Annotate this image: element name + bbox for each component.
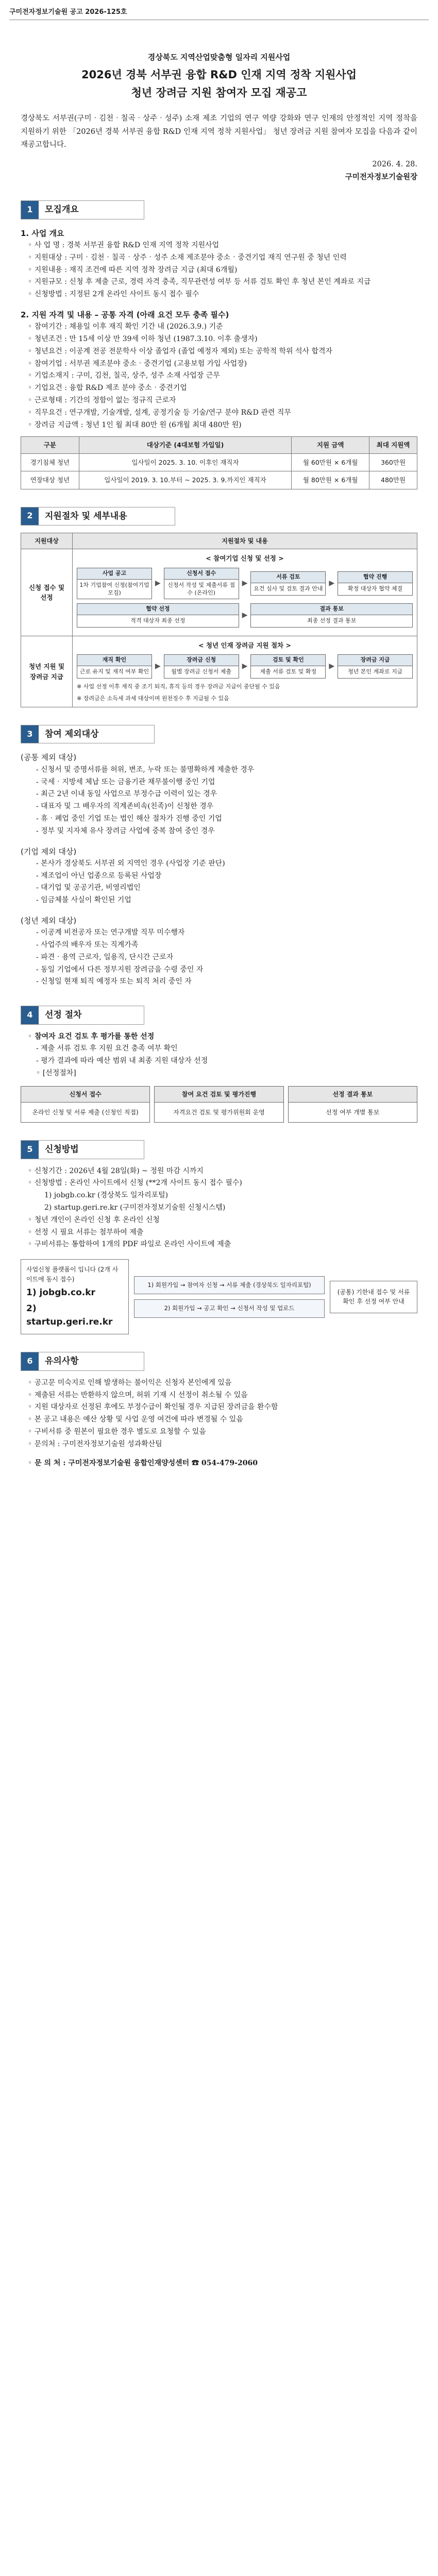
application-line: ◦ 청년 개인이 온라인 신청 후 온라인 신청 [28, 1215, 160, 1224]
section-title: 유의사항 [39, 1352, 144, 1370]
flow-step-box [164, 568, 239, 600]
flow-arrow-icon: ▶ [155, 662, 161, 670]
flow-step-desc: 적격 대상자 최종 선정 [130, 617, 186, 624]
qualification-line: ◦ 청년조건 : 만 15세 이상 만 39세 이하 청년 (1987.3.10. 이후 출생자) [28, 335, 258, 344]
selection-line: ◦ 참여자 요건 검토 후 평가를 통한 선정 [28, 1032, 155, 1041]
flow-step-box [250, 654, 326, 679]
exclusion-item: - 임금체불 사실이 확인된 기업 [36, 896, 131, 905]
overview-line: ◦ 사 업 명 : 경북 서부권 융합 R&D 인재 지역 정착 지원사업 [28, 241, 220, 249]
exclusion-item: - 동일 기업에서 다른 정부지원 장려금을 수령 중인 자 [36, 965, 204, 974]
section-5-header [21, 1140, 144, 1159]
announce-date: 2026. 4. 28. [372, 160, 417, 169]
exclusion-item: - 휴‧폐업 중인 기업 또는 법인 해산 절차가 진행 중인 기업 [36, 814, 222, 823]
flow-step-desc: 제출 서류 검토 및 확정 [260, 668, 317, 675]
flow-step-title: 결과 통보 [251, 604, 412, 615]
application-line: ◦ 신청기간 : 2026년 4월 28일(화) ~ 정원 마감 시까지 [28, 1166, 204, 1175]
flow-step-title: 협약 선정 [77, 604, 239, 615]
selection-line: - 평가 결과에 따라 예산 범위 내 최종 지원 대상자 선정 [36, 1057, 208, 1065]
qualification-line: ◦ 참여기간 : 채용일 이후 재직 확인 기간 내 (2026.3.9.) 기준 [28, 323, 223, 331]
selection-line: ◦ [선정절차] [36, 1069, 76, 1077]
exclusion-group-company: (기업 제외 대상) [21, 846, 77, 856]
section-number: 2 [21, 507, 39, 525]
exclusion-item: - 대표자 및 그 배우자의 직계존비속(친족)이 신청한 경우 [36, 802, 214, 811]
title-main: 2026년 경북 서부권 융합 R&D 인재 지역 정착 지원사업 [81, 69, 357, 81]
flow-step-desc: 근로 유지 및 재직 여부 확인 [79, 668, 149, 675]
exclusion-item: - 사업주의 배우자 또는 직계가족 [36, 940, 139, 949]
section-number: 6 [21, 1352, 39, 1370]
selection-step-box [21, 1086, 150, 1123]
flow-step-title: 검토 및 확인 [251, 655, 325, 666]
procedure-row-2-label: 청년 지원 및 장려금 지급 [21, 636, 73, 707]
section-title: 선정 절차 [39, 1006, 144, 1024]
table-row [21, 471, 417, 489]
section-number: 3 [21, 725, 39, 743]
flow-arrow-icon: ▶ [242, 611, 248, 619]
exclusion-item: - 국세‧지방세 체납 또는 금융기관 채무불이행 중인 기업 [36, 777, 215, 786]
flow-row-2 [77, 654, 413, 679]
procedure-note: ※ 사업 선정 이후 재직 중 조기 퇴직, 휴직 등의 경우 장려금 지급이 중단될 수 있음 [77, 683, 280, 690]
section-6-header [21, 1352, 144, 1370]
flow-step-box [77, 603, 239, 628]
qualification-line: ◦ 청년요건 : 이공계 전공 전문학사 이상 졸업자 (졸업 예정자 제외) 또는 공학적 학위 석사 합격자 [28, 347, 333, 355]
notice-line: ◦ 문의처 : 구미전자정보기술원 성과확산팀 [28, 1439, 162, 1448]
application-line: 1) jobgb.co.kr (경상북도 일자리포털) [44, 1191, 169, 1200]
title-block [21, 52, 417, 101]
announce-org: 구미전자정보기술원장 [345, 172, 417, 181]
flow-step-box [250, 603, 413, 628]
exclusion-item: - 파견‧용역 근로자, 일용직, 단시간 근로자 [36, 953, 174, 961]
procedure-row-1-label: 신청 접수 및 선정 [21, 549, 73, 636]
flow-step-desc: 확정 대상자 협약 체결 [348, 585, 403, 592]
application-step-2: 2) 회원가입 → 공고 확인 → 신청서 작성 및 업로드 [134, 1299, 325, 1318]
flow-arrow-icon: ▶ [155, 579, 161, 587]
selection-step-title: 참여 요건 검토 및 평가진행 [155, 1087, 283, 1103]
flow-arrow-icon: ▶ [329, 579, 335, 587]
qualification-line: ◦ 기업요건 : 융합 R&D 제조 분야 중소‧중견기업 [28, 384, 187, 393]
section-3-header [21, 725, 155, 743]
procedure-col-target: 지원대상 [21, 533, 73, 549]
application-sites-box [21, 1259, 129, 1334]
section-4-header [21, 1006, 144, 1024]
table-header-cell: 지원 금액 [292, 437, 369, 453]
site-link-geri[interactable]: 2) startup.geri.re.kr [26, 1303, 113, 1328]
flow-arrow-icon: ▶ [242, 662, 248, 670]
selection-step-title: 선정 결과 통보 [289, 1087, 417, 1103]
section-number: 4 [21, 1006, 39, 1024]
table-cell: 경기침체 청년 [21, 453, 79, 471]
support-amount-table [21, 436, 417, 489]
selection-step-desc: 자격요건 검토 및 평가위원회 운영 [173, 1109, 265, 1116]
section-number: 5 [21, 1141, 39, 1158]
flow-row-1b [77, 603, 413, 628]
table-row [21, 453, 417, 471]
table-cell: 입사일이 2025. 3. 10. 이후인 재직자 [79, 453, 292, 471]
flow-step-box [338, 571, 413, 596]
selection-step-box [154, 1086, 283, 1123]
flow-step-desc: 신청서 작성 및 제출서류 접수 (온라인) [167, 581, 235, 596]
flow-step-box [164, 654, 239, 679]
exclusion-item: - 최근 2년 이내 동일 사업으로 부정수급 이력이 있는 경우 [36, 790, 217, 799]
table-cell: 월 60만원 × 6개월 [292, 453, 369, 471]
overview-line: ◦ 지원대상 : 구미‧김천‧칠곡‧상주‧성주 소재 제조분야 중소‧중견기업 재직 연구원 중 청년 인력 [28, 253, 347, 262]
table-header-cell: 구분 [21, 437, 79, 453]
notice-line: ◦ 본 공고 내용은 예산 상황 및 사업 운영 여건에 따라 변경될 수 있음 [28, 1415, 243, 1424]
application-steps [134, 1276, 325, 1318]
section-1-sub-1: 1. 사업 개요 [21, 228, 64, 238]
section-title: 참여 제외대상 [39, 725, 154, 743]
qualification-line: ◦ 장려금 지급액 : 청년 1인 월 최대 80만 원 (6개월 최대 480만 원) [28, 420, 242, 429]
exclusion-item: - 제조업이 아닌 업종으로 등록된 사업장 [36, 871, 162, 880]
section-title: 모집개요 [39, 201, 144, 218]
notice-line: ◦ 제출된 서류는 반환하지 않으며, 허위 기재 시 선정이 취소될 수 있음 [28, 1391, 248, 1399]
flow-step-desc: 최종 선정 결과 통보 [307, 617, 357, 624]
qualification-line: ◦ 기업소재지 : 구미, 김천, 칠곡, 상주, 성주 소재 사업장 근무 [28, 371, 220, 380]
section-number: 1 [21, 201, 39, 218]
application-line: ◦ 신청방법 : 온라인 사이트에서 신청 (**2개 사이트 동시 접수 필수) [28, 1179, 242, 1188]
document-id: 구미전자정보기술원 공고 2026-125호 [9, 8, 127, 16]
overview-line: ◦ 지원내용 : 재직 조건에 따른 지역 정착 장려금 지급 (최대 6개월) [28, 265, 238, 274]
flow-caption-2: < 청년 인재 장려금 지원 절차 > [198, 641, 291, 650]
selection-flow [21, 1086, 417, 1123]
selection-step-box [288, 1086, 417, 1123]
flow-caption-1: < 참여기업 신청 및 선정 > [206, 554, 284, 563]
site-link-jobgb[interactable]: 1) jobgb.co.kr [26, 1287, 95, 1298]
table-cell: 360만원 [369, 453, 417, 471]
application-line: ◦ 구비서류는 통합하여 1개의 PDF 파일로 온라인 사이트에 제출 [28, 1240, 231, 1249]
notice-line: ◦ 지원 대상자로 선정된 후에도 부정수급이 확인될 경우 지급된 장려금을 환수함 [28, 1403, 278, 1412]
section-1-sub-2: 2. 지원 자격 및 내용 – 공통 자격 (아래 요건 모두 충족 필수) [21, 310, 229, 319]
procedure-note: ※ 장려금은 소득세 과세 대상이며 원천징수 후 지급될 수 있음 [77, 694, 229, 702]
application-result-box: (공통) 기한내 접수 및 서류 확인 후 선정 여부 안내 [330, 1281, 417, 1313]
exclusion-item: - 본사가 경상북도 서부권 외 지역인 경우 (사업장 기준 판단) [36, 859, 225, 868]
flow-step-title: 사업 공고 [77, 568, 151, 580]
table-cell: 480만원 [369, 471, 417, 489]
section-title: 지원절차 및 세부내용 [39, 507, 175, 525]
application-line: ◦ 선정 시 필요 서류는 첨부하여 제출 [28, 1228, 144, 1236]
flow-step-box [338, 654, 413, 679]
flow-step-desc: 1차 기업참여 신청(참여기업 모집) [79, 581, 149, 596]
flow-step-desc: 요건 심사 및 검토 결과 안내 [254, 585, 323, 592]
selection-step-title: 신청서 접수 [21, 1087, 149, 1103]
flow-step-box [77, 568, 152, 600]
exclusion-item: - 신청일 현재 퇴직 예정자 또는 퇴직 처리 중인 자 [36, 977, 192, 986]
notice-line: ◦ 공고문 미숙지로 인해 발생하는 불이익은 신청자 본인에게 있음 [28, 1378, 232, 1387]
exclusion-item: - 정부 및 지자체 유사 장려금 사업에 중복 참여 중인 경우 [36, 826, 215, 835]
exclusion-item: - 이공계 비전공자 또는 연구개발 직무 미수행자 [36, 928, 185, 937]
flow-step-title: 서류 검토 [251, 572, 325, 583]
qualification-line: ◦ 참여기업 : 서부권 제조분야 중소‧중견기업 (고용보험 가입 사업장) [28, 359, 247, 368]
flow-step-title: 신청서 접수 [164, 568, 239, 580]
qualification-line: ◦ 직무요건 : 연구개발, 기술개발, 설계, 공정기술 등 기술/연구 분야 R&D 관련 직무 [28, 408, 291, 417]
title-sub: 청년 장려금 지원 참여자 모집 재공고 [131, 86, 307, 99]
flow-step-desc: 월별 장려금 신청서 제출 [171, 668, 232, 675]
contact-line: ◦ 문 의 처 : 구미전자정보기술원 융합인재양성센터 ☎ 054-479-2060 [28, 1459, 258, 1467]
flow-step-title: 재직 확인 [77, 655, 151, 666]
section-1-header [21, 200, 144, 219]
table-cell: 입사일이 2019. 3. 10.부터 ~ 2025. 3. 9.까지인 재직자 [79, 471, 292, 489]
table-cell: 월 80만원 × 6개월 [292, 471, 369, 489]
procedure-table [21, 533, 417, 707]
flow-step-title: 장려금 신청 [164, 655, 239, 666]
flow-step-title: 장려금 지급 [338, 655, 412, 666]
notice-line: ◦ 구비서류 중 원본이 필요한 경우 별도로 요청할 수 있음 [28, 1427, 206, 1436]
flow-row-1 [77, 568, 413, 600]
application-diagram [21, 1259, 417, 1334]
table-cell: 연장대상 청년 [21, 471, 79, 489]
exclusion-group-youth: (청년 제외 대상) [21, 916, 77, 925]
flow-arrow-icon: ▶ [329, 662, 335, 670]
flow-arrow-icon: ▶ [242, 579, 248, 587]
flow-step-box [250, 571, 326, 596]
selection-step-desc: 온라인 신청 및 서류 제출 (신청인 직접) [32, 1109, 139, 1116]
table-header-cell: 대상기준 (4대보험 가입일) [79, 437, 292, 453]
overview-line: ◦ 신청방법 : 지정된 2개 온라인 사이트 동시 접수 필수 [28, 290, 199, 299]
flow-step-title: 협약 진행 [338, 572, 412, 583]
table-header-cell: 최대 지원액 [369, 437, 417, 453]
selection-step-desc: 선정 여부 개별 통보 [326, 1109, 380, 1116]
intro-paragraph: 경상북도 서부권(구미‧김천‧칠곡‧상주‧성주) 소재 제조 기업의 연구 역량 강화와 연구 인재의 안정적인 지역 정착을 지원하기 위한 「2026년 경북 서부권 융합 R&D 인재 지역 정착 지원사업」 청년 장려금 지원 참여자 모집을 다음과 같이 재공고합니다. [21, 114, 417, 149]
exclusion-item: - 신청서 및 증명서류를 허위, 변조, 누락 또는 불명확하게 제출한 경우 [36, 765, 255, 774]
exclusion-group-common: (공통 제외 대상) [21, 753, 77, 762]
application-line: 2) startup.geri.re.kr (구미전자정보기술원 신청시스템) [44, 1204, 226, 1212]
application-step-1: 1) 회원가입 → 참여자 신청 → 서류 제출 (경상북도 일자리포털) [134, 1276, 325, 1295]
section-2-header [21, 507, 175, 526]
exclusion-item: - 대기업 및 공공기관, 비영리법인 [36, 884, 141, 892]
flow-step-desc: 청년 본인 계좌로 지급 [348, 668, 403, 675]
overview-line: ◦ 지원규모 : 신청 후 제출 근로, 경력 자격 충족, 직무관련성 여부 등 서류 검토 확인 후 청년 본인 계좌로 지급 [28, 278, 371, 286]
flow-step-box [77, 654, 152, 679]
application-sites-label: 사업신청 플랫폼이 입니다 (2개 사이트에 동시 접수) [26, 1266, 119, 1283]
qualification-line: ◦ 근로형태 : 기간의 정함이 없는 정규직 근로자 [28, 396, 176, 405]
selection-line: - 제출 서류 검토 후 지원 요건 충족 여부 확인 [36, 1044, 178, 1053]
section-title: 신청방법 [39, 1141, 144, 1158]
procedure-col-content: 지원절차 및 내용 [73, 533, 417, 549]
title-program: 경상북도 지역산업맞춤형 일자리 지원사업 [147, 53, 291, 62]
